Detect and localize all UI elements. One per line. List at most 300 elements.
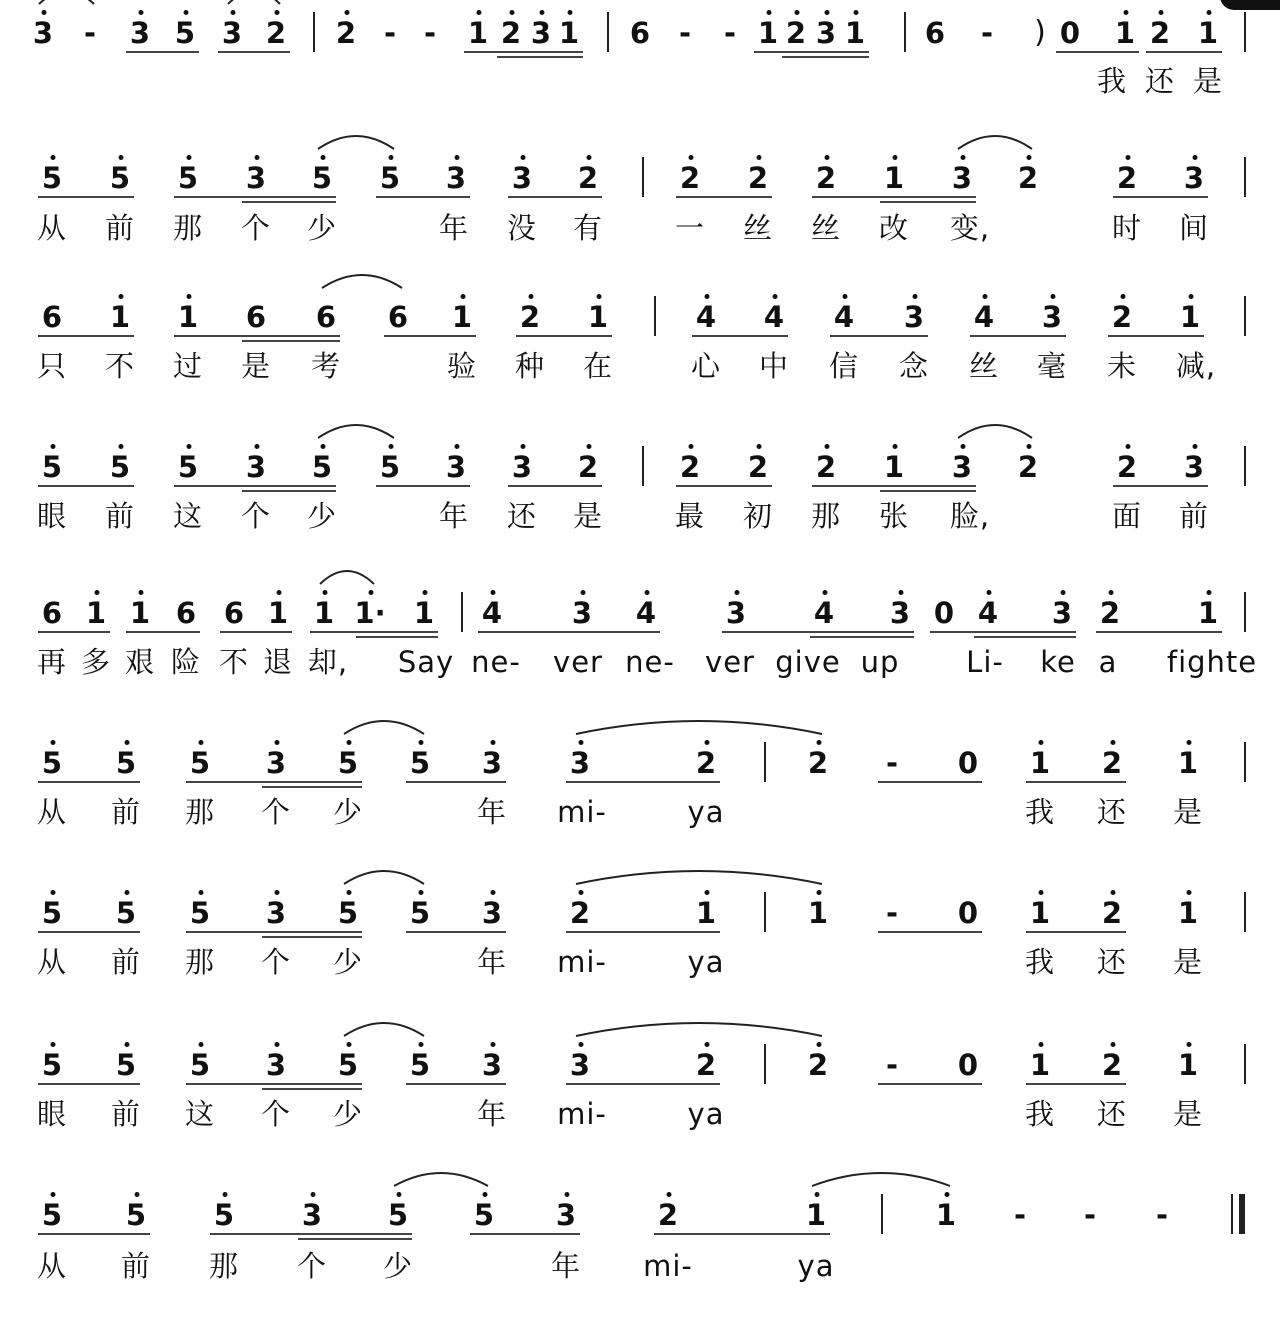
lyric-syllable: ya — [687, 945, 725, 979]
duration-underline — [1108, 335, 1204, 337]
note: 2 — [747, 450, 769, 484]
lyric-syllable: 个 — [240, 499, 272, 533]
note: 2 — [1017, 450, 1039, 484]
duration-underline — [242, 196, 336, 198]
octave-dot — [389, 155, 394, 160]
lyric-syllable: 年 — [438, 211, 470, 245]
octave-dot — [1109, 590, 1114, 595]
note: 3 — [569, 1048, 591, 1082]
note: 5 — [189, 896, 211, 930]
note: 1 — [844, 16, 866, 50]
octave-dot — [817, 1042, 822, 1047]
barline — [1244, 12, 1246, 52]
lyric-syllable: 少 — [382, 1249, 414, 1283]
octave-dot — [199, 740, 204, 745]
lyric-syllable: 初 — [742, 499, 774, 533]
octave-dot — [945, 1192, 950, 1197]
note: 1 — [413, 596, 435, 630]
octave-dot — [231, 10, 236, 15]
lyric-syllable: 丝 — [968, 349, 1000, 383]
octave-dot — [1193, 155, 1198, 160]
duration-underline — [830, 335, 928, 337]
lyric-syllable: 是 — [1172, 795, 1204, 829]
note: 2 — [500, 16, 522, 50]
note: 5 — [189, 1048, 211, 1082]
lyric-syllable: 前 — [110, 945, 142, 979]
lyric-syllable: 变, — [949, 211, 991, 245]
barline — [764, 1044, 766, 1084]
lyric-syllable: ke — [1040, 645, 1076, 679]
hold-dash: - — [1013, 1198, 1027, 1232]
note: 5 — [125, 1198, 147, 1232]
note: 3 — [245, 450, 267, 484]
duration-underline — [508, 196, 602, 198]
octave-dot — [419, 1042, 424, 1047]
octave-dot — [705, 890, 710, 895]
lyric-syllable: 丝 — [810, 211, 842, 245]
note: 3 — [571, 596, 593, 630]
octave-dot — [1187, 1042, 1192, 1047]
octave-dot — [135, 1192, 140, 1197]
note: 5 — [311, 161, 333, 195]
octave-dot — [1207, 590, 1212, 595]
barline — [904, 12, 906, 52]
octave-dot — [119, 444, 124, 449]
octave-dot — [587, 444, 592, 449]
octave-dot — [255, 444, 260, 449]
note: 4 — [481, 596, 503, 630]
octave-dot — [275, 10, 280, 15]
lyric-syllable: 从 — [36, 945, 68, 979]
octave-dot — [1111, 740, 1116, 745]
duration-underline — [406, 781, 506, 783]
note: 1 — [1114, 16, 1136, 50]
octave-dot — [1187, 890, 1192, 895]
note: 3 — [1183, 450, 1205, 484]
note: 1 — [1177, 746, 1199, 780]
octave-dot — [51, 444, 56, 449]
note: 1 — [1029, 746, 1051, 780]
note: 2 — [679, 450, 701, 484]
barline — [881, 1194, 883, 1234]
duration-underline — [38, 781, 140, 783]
octave-dot — [773, 294, 778, 299]
lyric-syllable: 个 — [260, 795, 292, 829]
duration-underline — [262, 936, 362, 938]
note: 1 — [467, 16, 489, 50]
note: 5 — [409, 896, 431, 930]
note: 3 — [555, 1198, 577, 1232]
octave-dot — [645, 590, 650, 595]
note: 4 — [695, 300, 717, 334]
hold-dash: - — [885, 1048, 899, 1082]
duration-underline — [38, 1083, 140, 1085]
slur — [344, 871, 424, 884]
octave-dot — [899, 590, 904, 595]
octave-dot — [51, 890, 56, 895]
octave-dot — [51, 1042, 56, 1047]
duration-underline — [242, 335, 340, 337]
octave-dot — [795, 10, 800, 15]
lyric-syllable: 从 — [36, 795, 68, 829]
note: 3 — [511, 450, 533, 484]
barline — [461, 592, 463, 632]
octave-dot — [521, 444, 526, 449]
barline — [1244, 157, 1246, 197]
lyric-syllable: 个 — [260, 1097, 292, 1131]
octave-dot — [854, 10, 859, 15]
hold-dash: - — [1083, 1198, 1097, 1232]
lyric-syllable: 这 — [184, 1097, 216, 1131]
note: 5 — [41, 896, 63, 930]
note: 5 — [115, 746, 137, 780]
note: 2 — [807, 746, 829, 780]
duration-underline — [1056, 51, 1139, 53]
lyric-syllable: 少 — [332, 795, 364, 829]
lyric-syllable: 那 — [184, 795, 216, 829]
lyric-syllable: 前 — [110, 795, 142, 829]
lyric-syllable: 不 — [104, 349, 136, 383]
hold-dash: - — [1155, 1198, 1169, 1232]
lyric-syllable: 减, — [1175, 349, 1217, 383]
duration-underline — [38, 335, 134, 337]
octave-dot — [823, 590, 828, 595]
note: 2 — [1017, 161, 1039, 195]
octave-dot — [491, 1042, 496, 1047]
octave-dot — [1039, 740, 1044, 745]
duration-underline — [810, 631, 914, 633]
lyric-syllable: 退 — [262, 645, 294, 679]
octave-dot — [893, 155, 898, 160]
octave-dot — [1126, 444, 1131, 449]
octave-dot — [1159, 10, 1164, 15]
octave-dot — [51, 740, 56, 745]
note: 5 — [213, 1198, 235, 1232]
octave-dot — [187, 294, 192, 299]
lyric-syllable: ver — [553, 645, 603, 679]
note: 1 — [805, 1198, 827, 1232]
octave-dot — [913, 294, 918, 299]
octave-dot — [579, 1042, 584, 1047]
barline — [654, 296, 656, 336]
duration-underline — [262, 1088, 362, 1090]
duration-underline — [1113, 485, 1208, 487]
octave-dot — [321, 155, 326, 160]
lyric-syllable: 还 — [1096, 945, 1128, 979]
duration-underline — [384, 335, 476, 337]
lyric-syllable: 却, — [307, 645, 349, 679]
lyric-syllable: 我 — [1024, 945, 1056, 979]
octave-dot — [817, 740, 822, 745]
lyric-syllable: 个 — [296, 1249, 328, 1283]
barline — [1244, 1044, 1246, 1084]
note: 1 — [85, 596, 107, 630]
note: 2 — [1149, 16, 1171, 50]
lyric-syllable: 从 — [36, 1249, 68, 1283]
note: 3 — [1183, 161, 1205, 195]
octave-dot — [689, 444, 694, 449]
note: 2 — [807, 1048, 829, 1082]
note: 1 — [267, 596, 289, 630]
lyric-syllable: ver — [705, 645, 755, 679]
duration-underline — [376, 196, 470, 198]
octave-dot — [1027, 444, 1032, 449]
lyric-syllable: 是 — [572, 499, 604, 533]
duration-underline — [406, 931, 506, 933]
lyric-syllable: 只 — [36, 349, 68, 383]
note: 0 — [1059, 16, 1081, 50]
octave-dot — [389, 444, 394, 449]
duration-underline — [242, 485, 336, 487]
note: 4 — [813, 596, 835, 630]
octave-dot — [587, 155, 592, 160]
barline — [607, 12, 609, 52]
note: 5 — [387, 1198, 409, 1232]
octave-dot — [817, 890, 822, 895]
note: 0 — [957, 746, 979, 780]
duration-underline — [356, 631, 438, 633]
octave-dot — [347, 890, 352, 895]
octave-dot — [139, 10, 144, 15]
note: 4 — [635, 596, 657, 630]
octave-dot — [581, 590, 586, 595]
note: 5 — [311, 450, 333, 484]
note: 5 — [109, 450, 131, 484]
note: 5 — [41, 450, 63, 484]
note: 2 — [569, 896, 591, 930]
duration-underline — [880, 490, 976, 492]
duration-underline — [38, 1233, 150, 1235]
duration-underline — [812, 56, 869, 58]
octave-dot — [491, 890, 496, 895]
octave-dot — [961, 155, 966, 160]
octave-dot — [119, 155, 124, 160]
note: 2 — [695, 1048, 717, 1082]
note: 2 — [577, 161, 599, 195]
octave-dot — [983, 294, 988, 299]
lyric-syllable: 在 — [582, 349, 614, 383]
note: 2 — [1116, 161, 1138, 195]
octave-dot — [1111, 1042, 1116, 1047]
note: 4 — [977, 596, 999, 630]
lyric-syllable: Say — [397, 645, 455, 679]
lyric-syllable: 是 — [240, 349, 272, 383]
note: 2 — [335, 16, 357, 50]
duration-underline — [262, 931, 362, 933]
octave-dot — [347, 740, 352, 745]
slur — [394, 1173, 488, 1186]
duration-underline — [220, 631, 292, 633]
note: 3 — [725, 596, 747, 630]
note: 3 — [301, 1198, 323, 1232]
note: 1 — [451, 300, 473, 334]
lyric-syllable: 信 — [828, 349, 860, 383]
lyric-syllable: 是 — [1172, 1097, 1204, 1131]
note: 1 — [883, 161, 905, 195]
lyric-syllable: 我 — [1024, 1097, 1056, 1131]
duration-underline — [242, 201, 336, 203]
note: 3 — [815, 16, 837, 50]
octave-dot — [843, 294, 848, 299]
note: 2 — [577, 450, 599, 484]
lyric-syllable: 是 — [1172, 945, 1204, 979]
slur — [318, 425, 394, 438]
duration-underline — [38, 485, 134, 487]
note: 5 — [41, 746, 63, 780]
note: 1· — [354, 596, 386, 630]
note: 1 — [177, 300, 199, 334]
note: 3 — [569, 746, 591, 780]
note: 6 — [629, 16, 651, 50]
lyric-syllable: 从 — [36, 211, 68, 245]
note: 5 — [379, 161, 401, 195]
octave-dot — [1124, 10, 1129, 15]
octave-dot — [125, 1042, 130, 1047]
note: 1 — [695, 896, 717, 930]
lyric-syllable: 年 — [438, 499, 470, 533]
duration-underline — [970, 335, 1066, 337]
lyric-syllable: 我 — [1024, 795, 1056, 829]
duration-underline — [878, 781, 982, 783]
octave-dot — [275, 1042, 280, 1047]
octave-dot — [757, 155, 762, 160]
octave-dot — [51, 155, 56, 160]
octave-dot — [767, 10, 772, 15]
duration-underline — [974, 631, 1076, 633]
note: 5 — [409, 746, 431, 780]
slur — [576, 1023, 822, 1036]
duration-underline — [38, 196, 134, 198]
note: 4 — [763, 300, 785, 334]
lyric-syllable: 心 — [690, 349, 722, 383]
lyric-syllable: 少 — [306, 499, 338, 533]
slur — [576, 721, 822, 734]
lyric-syllable: 险 — [170, 645, 202, 679]
octave-dot — [825, 155, 830, 160]
octave-dot — [1207, 10, 1212, 15]
lyric-syllable: 还 — [1144, 64, 1176, 98]
note: 1 — [558, 16, 580, 50]
note: 1 — [935, 1198, 957, 1232]
note: 3 — [445, 450, 467, 484]
octave-dot — [735, 590, 740, 595]
note: 5 — [409, 1048, 431, 1082]
lyric-syllable: 多 — [80, 645, 112, 679]
duration-underline — [508, 485, 602, 487]
duration-underline — [654, 1233, 830, 1235]
hold-dash: - — [383, 16, 397, 50]
note: 1 — [1177, 896, 1199, 930]
octave-dot — [42, 10, 47, 15]
octave-dot — [125, 890, 130, 895]
note: 2 — [747, 161, 769, 195]
octave-dot — [347, 1042, 352, 1047]
note: 6 — [223, 596, 245, 630]
octave-dot — [1121, 294, 1126, 299]
octave-dot — [521, 155, 526, 160]
octave-dot — [277, 590, 282, 595]
close-paren: ) — [1034, 15, 1046, 50]
note: 3 — [221, 16, 243, 50]
duration-underline — [242, 340, 340, 342]
octave-dot — [491, 590, 496, 595]
note: 4 — [973, 300, 995, 334]
note: 5 — [177, 450, 199, 484]
octave-dot — [568, 10, 573, 15]
octave-dot — [893, 444, 898, 449]
octave-dot — [705, 1042, 710, 1047]
note: 3 — [265, 1048, 287, 1082]
note: 6 — [315, 300, 337, 334]
duration-underline — [38, 631, 110, 633]
octave-dot — [419, 740, 424, 745]
note: 3 — [951, 161, 973, 195]
lyric-syllable: 一 — [674, 211, 706, 245]
note: 5 — [189, 746, 211, 780]
lyric-syllable: 我 — [1096, 64, 1128, 98]
note: 3 — [511, 161, 533, 195]
octave-dot — [184, 10, 189, 15]
duration-underline — [298, 1233, 412, 1235]
octave-dot — [199, 1042, 204, 1047]
octave-dot — [139, 590, 144, 595]
lyric-syllable: 过 — [172, 349, 204, 383]
hold-dash: - — [980, 16, 994, 50]
note: 1 — [109, 300, 131, 334]
lyric-syllable: give — [775, 645, 841, 679]
note: 5 — [337, 896, 359, 930]
octave-dot — [565, 1192, 570, 1197]
barline — [1244, 296, 1246, 336]
duration-underline — [516, 335, 612, 337]
lyric-syllable: 眼 — [36, 1097, 68, 1131]
lyric-syllable: 个 — [240, 211, 272, 245]
lyric-syllable: 面 — [1111, 499, 1143, 533]
lyric-syllable: 时 — [1111, 211, 1143, 245]
barline — [764, 892, 766, 932]
note: 0 — [933, 596, 955, 630]
note: 2 — [695, 746, 717, 780]
note: 5 — [109, 161, 131, 195]
octave-dot — [510, 10, 515, 15]
lyric-syllable: a — [1098, 645, 1118, 679]
octave-dot — [579, 890, 584, 895]
octave-dot — [397, 1192, 402, 1197]
octave-dot — [423, 590, 428, 595]
lyric-syllable: 中 — [758, 349, 790, 383]
note: 5 — [115, 1048, 137, 1082]
duration-underline — [1096, 631, 1222, 633]
lyric-syllable: 还 — [506, 499, 538, 533]
hold-dash: - — [423, 16, 437, 50]
octave-dot — [223, 1192, 228, 1197]
duration-underline — [376, 485, 470, 487]
note: 6 — [387, 300, 409, 334]
note: 1 — [1197, 16, 1219, 50]
lyric-syllable: 年 — [476, 1097, 508, 1131]
note: 5 — [174, 16, 196, 50]
note: 5 — [115, 896, 137, 930]
duration-underline — [406, 1083, 506, 1085]
note: 5 — [337, 746, 359, 780]
octave-dot — [51, 1192, 56, 1197]
note: 3 — [129, 16, 151, 50]
note: 6 — [175, 596, 197, 630]
hold-dash: - — [723, 16, 737, 50]
barline — [642, 157, 644, 197]
duration-underline — [880, 485, 976, 487]
barline — [764, 742, 766, 782]
